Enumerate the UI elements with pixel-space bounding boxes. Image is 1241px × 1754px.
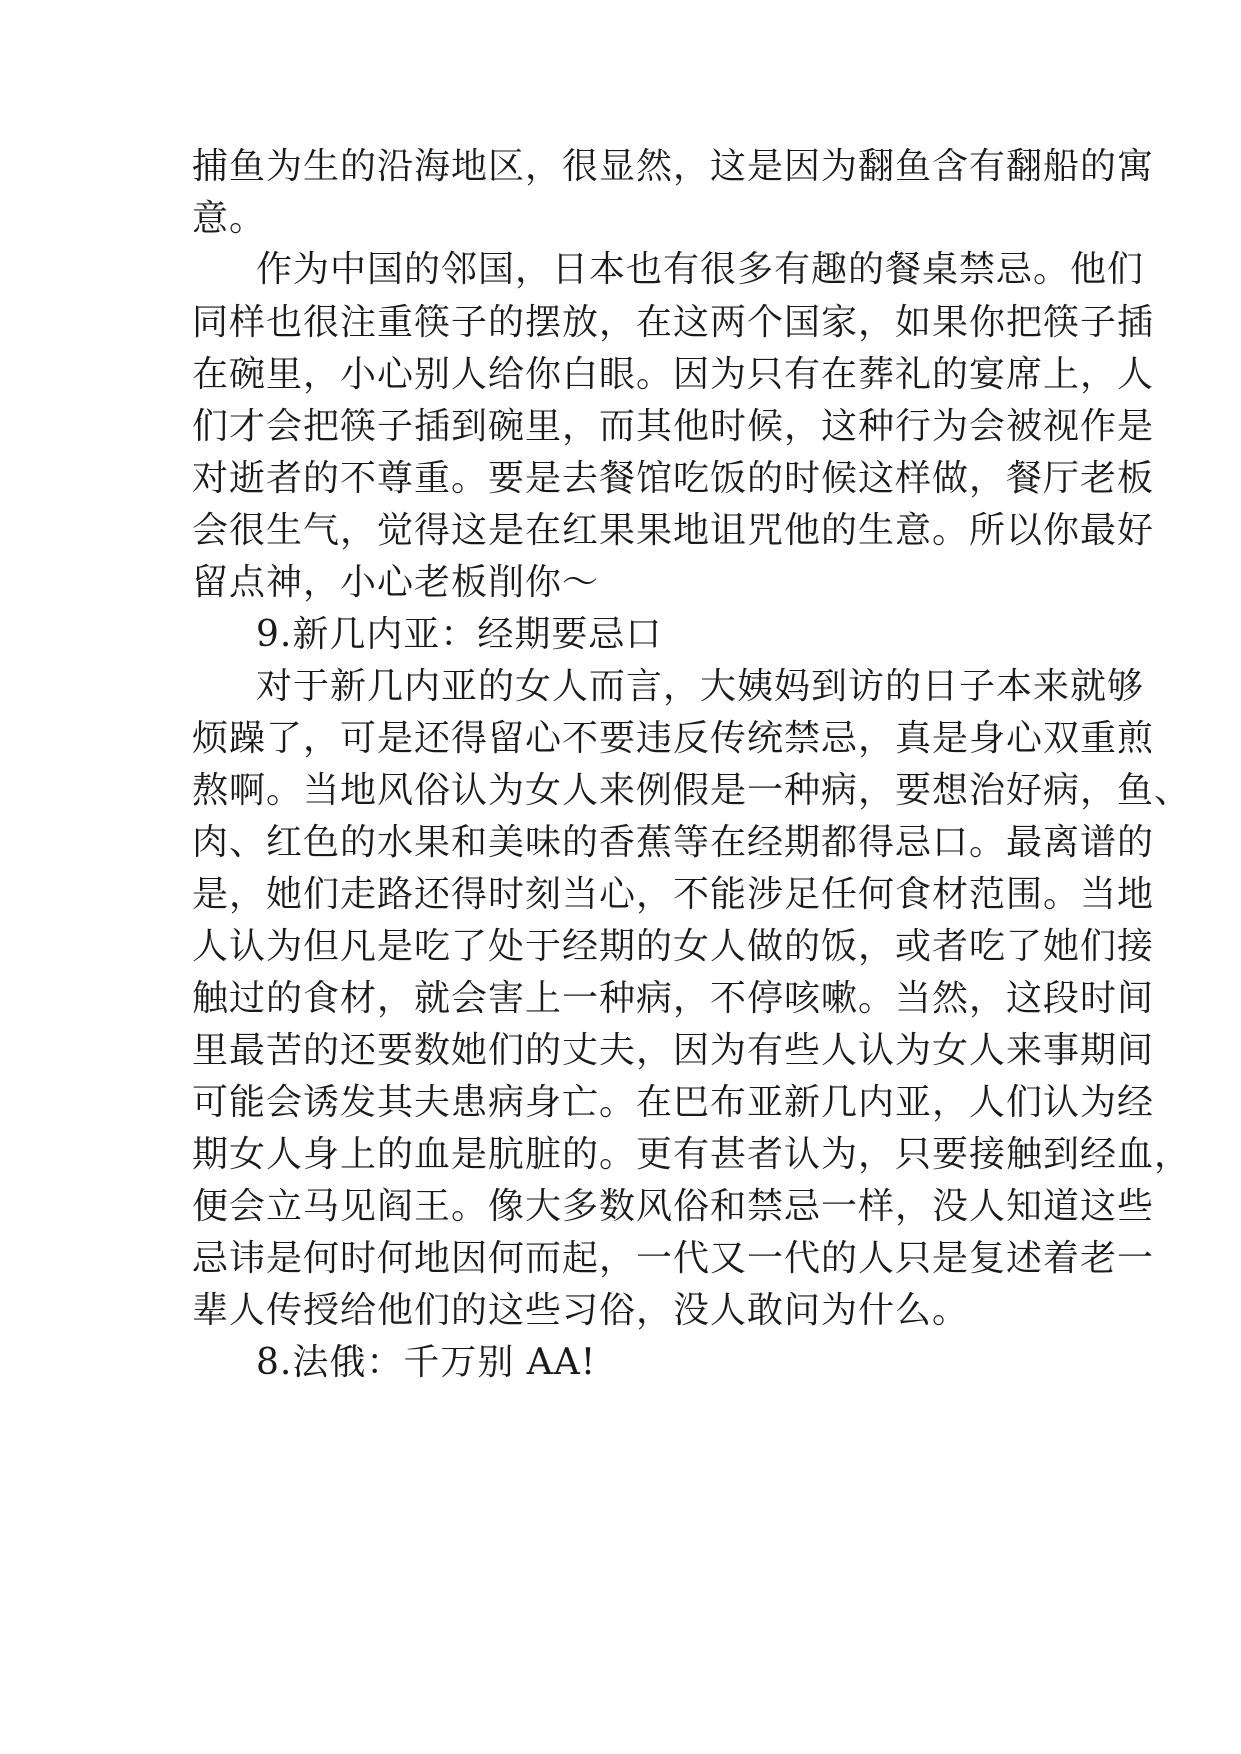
body-text-line: 里最苦的还要数她们的丈夫，因为有些人认为女人来事期间 bbox=[192, 1030, 1155, 1071]
body-text-line: 对逝者的不尊重。要是去餐馆吃饭的时候这样做，餐厅老板 bbox=[192, 458, 1155, 499]
body-text-line: 们才会把筷子插到碗里，而其他时候，这种行为会被视作是 bbox=[192, 406, 1155, 447]
section-heading: 8.法俄：千万别 AA! bbox=[256, 1342, 597, 1383]
body-text-line: 忌讳是何时何地因何而起，一代又一代的人只是复述着老一 bbox=[192, 1238, 1155, 1279]
section-heading: 9.新几内亚：经期要忌口 bbox=[256, 614, 663, 655]
body-text-line: 熬啊。当地风俗认为女人来例假是一种病，要想治好病，鱼、 bbox=[192, 770, 1192, 811]
body-text-line: 同样也很注重筷子的摆放，在这两个国家，如果你把筷子插 bbox=[192, 302, 1155, 343]
body-text-line: 烦躁了，可是还得留心不要违反传统禁忌，真是身心双重煎 bbox=[192, 718, 1155, 759]
body-text-line: 触过的食材，就会害上一种病，不停咳嗽。当然，这段时间 bbox=[192, 978, 1155, 1019]
body-text-line: 是，她们走路还得时刻当心，不能涉足任何食材范围。当地 bbox=[192, 874, 1155, 915]
body-text-line: 肉、红色的水果和美味的香蕉等在经期都得忌口。最离谱的 bbox=[192, 822, 1155, 863]
body-text-line: 对于新几内亚的女人而言，大姨妈到访的日子本来就够 bbox=[256, 666, 1145, 707]
body-text-line: 可能会诱发其夫患病身亡。在巴布亚新几内亚，人们认为经 bbox=[192, 1082, 1155, 1123]
body-text-line: 辈人传授给他们的这些习俗，没人敢问为什么。 bbox=[192, 1290, 970, 1331]
body-text-line: 留点神，小心老板削你～ bbox=[192, 562, 600, 603]
body-text-line: 作为中国的邻国，日本也有很多有趣的餐桌禁忌。他们 bbox=[256, 249, 1145, 290]
body-text-line: 在碗里，小心别人给你白眼。因为只有在葬礼的宴席上，人 bbox=[192, 354, 1155, 395]
body-text-line: 意。 bbox=[192, 198, 267, 239]
body-text-line: 会很生气，觉得这是在红果果地诅咒他的生意。所以你最好 bbox=[192, 510, 1155, 551]
body-text-line: 期女人身上的血是肮脏的。更有甚者认为，只要接触到经血， bbox=[192, 1134, 1192, 1175]
body-text-line: 捕鱼为生的沿海地区，很显然，这是因为翻鱼含有翻船的寓 bbox=[192, 146, 1155, 187]
body-text-line: 人认为但凡是吃了处于经期的女人做的饭，或者吃了她们接 bbox=[192, 926, 1155, 967]
body-text-line: 便会立马见阎王。像大多数风俗和禁忌一样，没人知道这些 bbox=[192, 1186, 1155, 1227]
